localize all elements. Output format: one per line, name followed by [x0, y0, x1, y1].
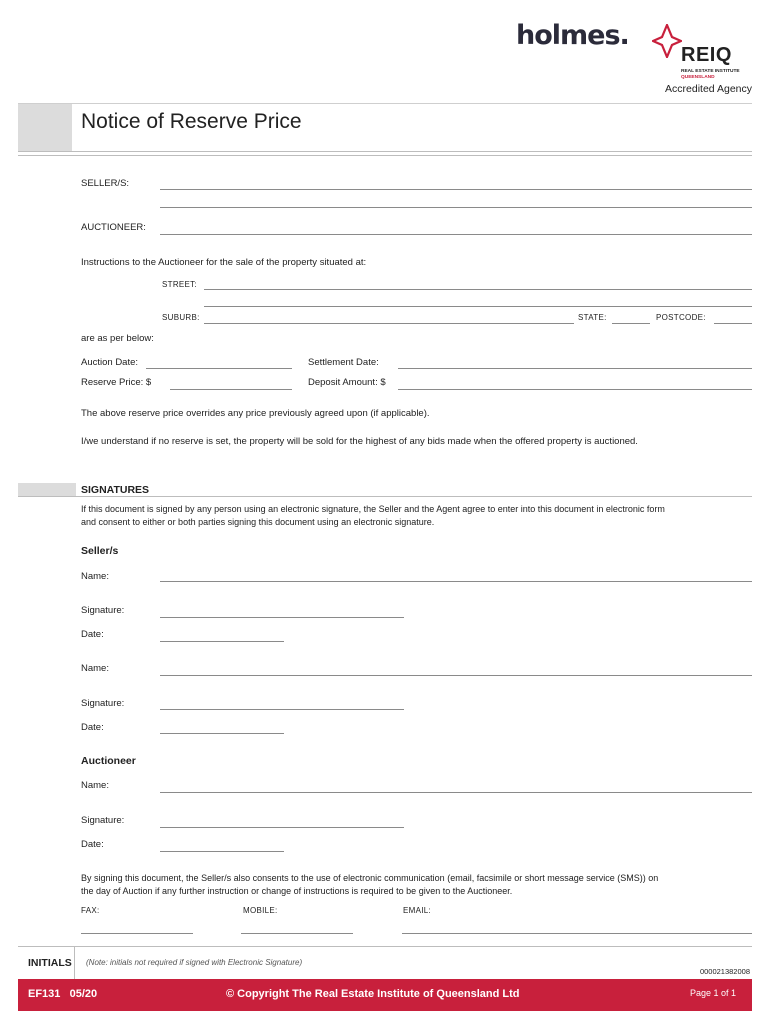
consent-line-1: By signing this document, the Seller/s also consents to the use of electronic communication (email, facsimile or short message service (SMS)) on	[81, 873, 659, 883]
sellers-label: SELLER/S:	[81, 178, 130, 189]
auctioneer-name-label: Name:	[81, 780, 109, 791]
street-field-1[interactable]	[204, 289, 752, 290]
consent-line-2: the day of Auction if any further instruction or change of instructions is required to be given to the Auctioneer.	[81, 886, 513, 896]
accredited-agency: Accredited Agency	[665, 83, 752, 95]
reiq-logo: REIQ	[681, 44, 732, 66]
postcode-label: POSTCODE:	[656, 313, 706, 322]
seller1-date-field[interactable]	[160, 641, 284, 642]
auction-date-label: Auction Date:	[81, 357, 139, 368]
seller1-signature-label: Signature:	[81, 605, 125, 616]
consent-text	[81, 872, 658, 898]
initials-label: INITIALS	[28, 957, 72, 969]
auctioneer-date-label: Date:	[81, 839, 104, 850]
postcode-field[interactable]	[714, 323, 752, 324]
deposit-amount-label: Deposit Amount: $	[308, 377, 386, 388]
settlement-date-field[interactable]	[398, 368, 752, 369]
seller2-signature-label: Signature:	[81, 698, 125, 709]
signatures-grey-block	[18, 483, 76, 496]
title-rule-2	[18, 155, 752, 156]
seller1-date-label: Date:	[81, 629, 104, 640]
title-top-rule	[18, 103, 752, 104]
initials-top-rule	[18, 946, 752, 947]
auction-date-field[interactable]	[146, 368, 292, 369]
settlement-date-label: Settlement Date:	[308, 357, 379, 368]
email-field[interactable]	[402, 933, 752, 934]
seller1-name-field[interactable]	[160, 581, 752, 582]
footer-page: Page 1 of 1	[689, 988, 736, 998]
reiq-sub-2: QUEENSLAND	[681, 74, 715, 80]
sellers-heading: Seller/s	[81, 545, 119, 557]
signatures-intro-line-1: If this document is signed by any person using an electronic signature, the Seller and the Agent agree to enter into this document in electronic form	[81, 504, 665, 514]
auctioneer-field[interactable]	[160, 234, 752, 235]
title-rule-1	[18, 151, 752, 152]
mobile-label: MOBILE:	[243, 906, 278, 915]
mobile-field[interactable]	[241, 933, 353, 934]
state-field[interactable]	[612, 323, 650, 324]
initials-note: (Note: initials not required if signed with Electronic Signature)	[86, 958, 303, 967]
no-reserve-note: I/we understand if no reserve is set, the property will be sold for the highest of any bids made when the offered property is auctioned.	[81, 436, 638, 447]
reserve-price-label: Reserve Price: $	[81, 377, 152, 388]
reserve-override-note: The above reserve price overrides any price previously agreed upon (if applicable).	[81, 408, 430, 419]
auctioneer-label: AUCTIONEER:	[81, 222, 146, 233]
auctioneer-signature-label: Signature:	[81, 815, 125, 826]
page-title: Notice of Reserve Price	[81, 110, 302, 133]
sellers-field-2[interactable]	[160, 207, 752, 208]
email-label: EMAIL:	[403, 906, 432, 915]
auctioneer-date-field[interactable]	[160, 851, 284, 852]
auctioneer-signature-field[interactable]	[160, 827, 404, 828]
footer-code: EF131 05/20	[28, 988, 98, 1000]
state-label: STATE:	[578, 313, 607, 322]
street-field-2[interactable]	[204, 306, 752, 307]
seller2-name-field[interactable]	[160, 675, 752, 676]
fax-label: FAX:	[81, 906, 100, 915]
as-per-text: are as per below:	[81, 333, 154, 344]
initials-divider	[74, 947, 75, 979]
fax-field[interactable]	[81, 933, 193, 934]
street-label: STREET:	[162, 280, 197, 289]
reiq-sub-1: REAL ESTATE INSTITUTE	[681, 69, 740, 74]
suburb-field[interactable]	[204, 323, 574, 324]
deposit-amount-field[interactable]	[398, 389, 752, 390]
instructions-text: Instructions to the Auctioneer for the sale of the property situated at:	[81, 257, 367, 268]
seller2-date-label: Date:	[81, 722, 104, 733]
seller1-signature-field[interactable]	[160, 617, 404, 618]
sellers-field-1[interactable]	[160, 189, 752, 190]
signatures-intro	[81, 503, 665, 529]
auctioneer-heading: Auctioneer	[81, 755, 136, 767]
auctioneer-name-field[interactable]	[160, 792, 752, 793]
title-grey-block	[18, 104, 72, 152]
holmes-logo: holmes.	[516, 20, 629, 51]
reserve-price-field[interactable]	[170, 389, 292, 390]
seller2-name-label: Name:	[81, 663, 109, 674]
signatures-rule	[18, 496, 752, 497]
suburb-label: SUBURB:	[162, 313, 200, 322]
reiq-subtitle	[681, 69, 740, 80]
reiq-star-icon	[652, 24, 682, 58]
seller2-signature-field[interactable]	[160, 709, 404, 710]
seller1-name-label: Name:	[81, 571, 109, 582]
footer-bar	[18, 979, 752, 1011]
footer-copyright: © Copyright The Real Estate Institute of Queensland Ltd	[226, 988, 520, 1000]
seller2-date-field[interactable]	[160, 733, 284, 734]
document-number: 000021382008	[699, 967, 750, 976]
signatures-intro-line-2: and consent to either or both parties signing this document using an electronic signature.	[81, 517, 435, 527]
signatures-heading: SIGNATURES	[81, 484, 150, 496]
